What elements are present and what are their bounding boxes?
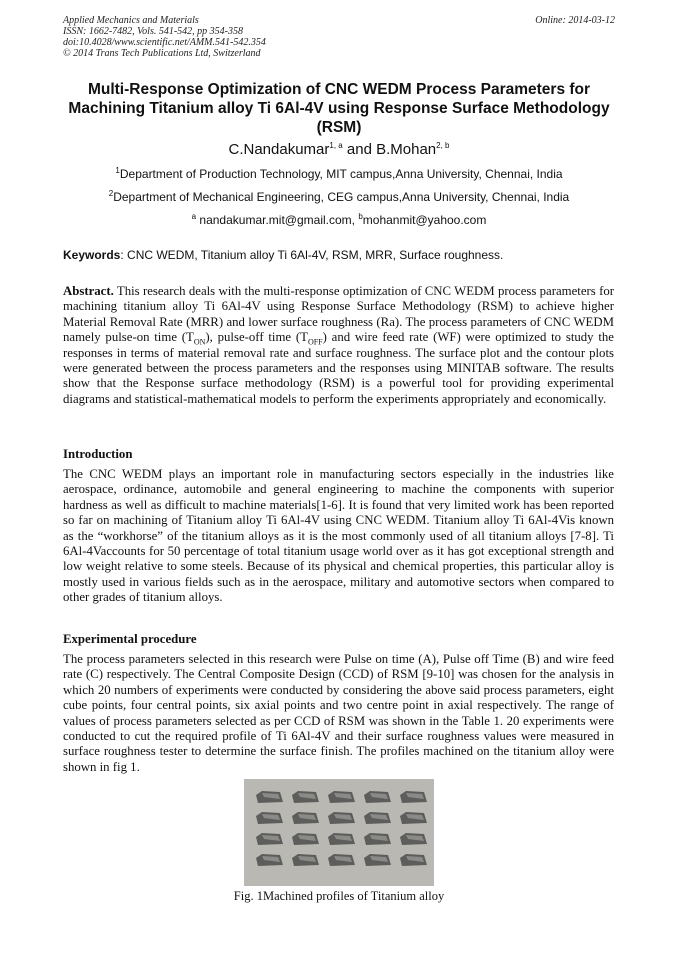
author-line xyxy=(62,141,616,159)
specimen-4-1 xyxy=(256,854,283,866)
specimen-2-3 xyxy=(328,812,355,824)
abstract-sub-on: ON xyxy=(193,337,206,347)
affiliation-1-text: Department of Production Technology, MIT campus,Anna University, Chennai, India xyxy=(119,167,563,181)
affiliation-2 xyxy=(62,190,616,205)
keywords-text: : CNC WEDM, Titanium alloy Ti 6Al-4V, RSM, MRR, Surface roughness. xyxy=(120,248,504,262)
journal-copyright: © 2014 Trans Tech Publications Ltd, Switzerland xyxy=(63,48,261,59)
specimen-4-3 xyxy=(328,854,355,866)
abstract-part-3: ) and wire feed rate (WF) were optimized to study the responses in terms of material removal rate and surface roughness. The surface plot and the contour plots were generated between the process parameters and the responses using MINITAB software. The results show that the Response surface methodology (RSM) is a powerful tool for providing experimental diagrams and statistical-mathematical models to perform the experiments appropriately and economically. xyxy=(63,330,614,406)
abstract-part-1: This research deals with the multi-response optimization of CNC WEDM process parameters for machining titanium alloy Ti 6Al-4V using Response Surface Methodology (RSM) to achieve higher Material Removal Rate (MRR) and lower surface roughness (Ra). The process parameters of CNC WEDM namely pulse-on time (T xyxy=(63,284,614,345)
specimen-3-3 xyxy=(328,833,355,845)
email-a[interactable]: nandakumar.mit@gmail.com, xyxy=(196,213,359,227)
journal-header xyxy=(63,15,266,59)
abstract-sub-off: OFF xyxy=(307,337,323,347)
specimen-3-1 xyxy=(256,833,283,845)
specimen-1-1 xyxy=(256,791,283,803)
specimen-1-4 xyxy=(364,791,391,803)
specimen-1-2 xyxy=(292,791,319,803)
author-2: B.Mohan xyxy=(376,141,437,158)
specimen-2-5 xyxy=(400,812,427,824)
specimen-3-5 xyxy=(400,833,427,845)
affiliation-1-number: 1 xyxy=(115,166,120,175)
journal-name: Applied Mechanics and Materials xyxy=(63,15,199,26)
specimen-4-2 xyxy=(292,854,319,866)
email-b-label: b xyxy=(358,212,363,221)
specimens-illustration xyxy=(244,779,434,886)
keywords-label: Keywords xyxy=(63,248,121,262)
author-1: C.Nandakumar xyxy=(228,141,330,158)
experimental-text: The process parameters selected in this research were Pulse on time (A), Pulse off Time (B) and wire feed rate (C) respectively. The Central Composite Design (CCD) of RSM [9-10] was chosen for the analysis in which 20 numbers of experiments were conducted by considering the above said process parameters, eight cube points, four central points, six axial points and two centre point in axial respectively. The range of values of process parameters selected as per CCD of RSM was shown in the Table 1. 20 experiments were conducted to cut the required profile of Ti 6Al-4V and their surface roughness values were measured in surface roughness tester to determine the surface finish. The profiles machined on the titanium alloy were shown in fig 1. xyxy=(63,652,614,774)
experimental-heading: Experimental procedure xyxy=(63,632,197,646)
abstract-part-2: ), pulse-off time (T xyxy=(205,330,308,345)
affiliation-1 xyxy=(62,167,616,182)
author-2-sup: 2, b xyxy=(436,141,450,150)
specimen-1-5 xyxy=(400,791,427,803)
author-1-sup: 1, a xyxy=(329,141,343,150)
email-b[interactable]: mohanmit@yahoo.com xyxy=(362,213,487,227)
specimen-4-5 xyxy=(400,854,427,866)
author-and: and xyxy=(342,141,377,158)
specimen-2-2 xyxy=(292,812,319,824)
introduction-heading: Introduction xyxy=(63,447,133,461)
introduction-text: The CNC WEDM plays an important role in manufacturing sectors especially in the industries like aerospace, ordinance, automobile and general engineering to machine the components with superior hardness as well as difficult to machine materials[1-6]. It is found that very limited work has been reported so far on machining of Titanium alloy Ti 6Al-4V using CNC WEDM. Titanium alloy Ti 6Al-4Vis known as the “workhorse” of the titanium alloys as it is the most commonly used of all titanium alloys [7-8]. Ti 6Al-4Vaccounts for 50 percentage of total titanium usage world over as it has got exceptional strength and low weight relative to some steels. Because of its physical and chemical properties, this particular alloy is mostly used in various fields such as in the aerospace, military and automotive sectors when compared to other grades of titanium alloys. xyxy=(63,467,614,605)
specimen-2-4 xyxy=(364,812,391,824)
keywords xyxy=(63,248,617,263)
specimen-3-2 xyxy=(292,833,319,845)
email-line xyxy=(62,213,616,228)
paper-title: Multi-Response Optimization of CNC WEDM Process Parameters for Machining Titanium alloy Ti 6Al-4V using Response Surface Methodology (RSM) xyxy=(68,81,610,136)
specimen-3-4 xyxy=(364,833,391,845)
machined-profiles-photo xyxy=(244,779,434,886)
specimen-2-1 xyxy=(256,812,283,824)
specimen-4-4 xyxy=(364,854,391,866)
specimen-1-3 xyxy=(328,791,355,803)
abstract-label: Abstract. xyxy=(63,284,114,298)
journal-issn: ISSN: 1662-7482, Vols. 541-542, pp 354-358 xyxy=(63,26,243,37)
journal-doi: doi:10.4028/www.scientific.net/AMM.541-542.354 xyxy=(63,37,266,48)
affiliation-2-number: 2 xyxy=(108,189,114,198)
figure-caption: Fig. 1Machined profiles of Titanium alloy xyxy=(233,889,445,903)
abstract xyxy=(63,284,614,407)
affiliation-2-text: Department of Mechanical Engineering, CEG campus,Anna University, Chennai, India xyxy=(113,190,570,204)
online-date: Online: 2014-03-12 xyxy=(535,15,615,26)
email-a-label: a xyxy=(191,212,197,221)
